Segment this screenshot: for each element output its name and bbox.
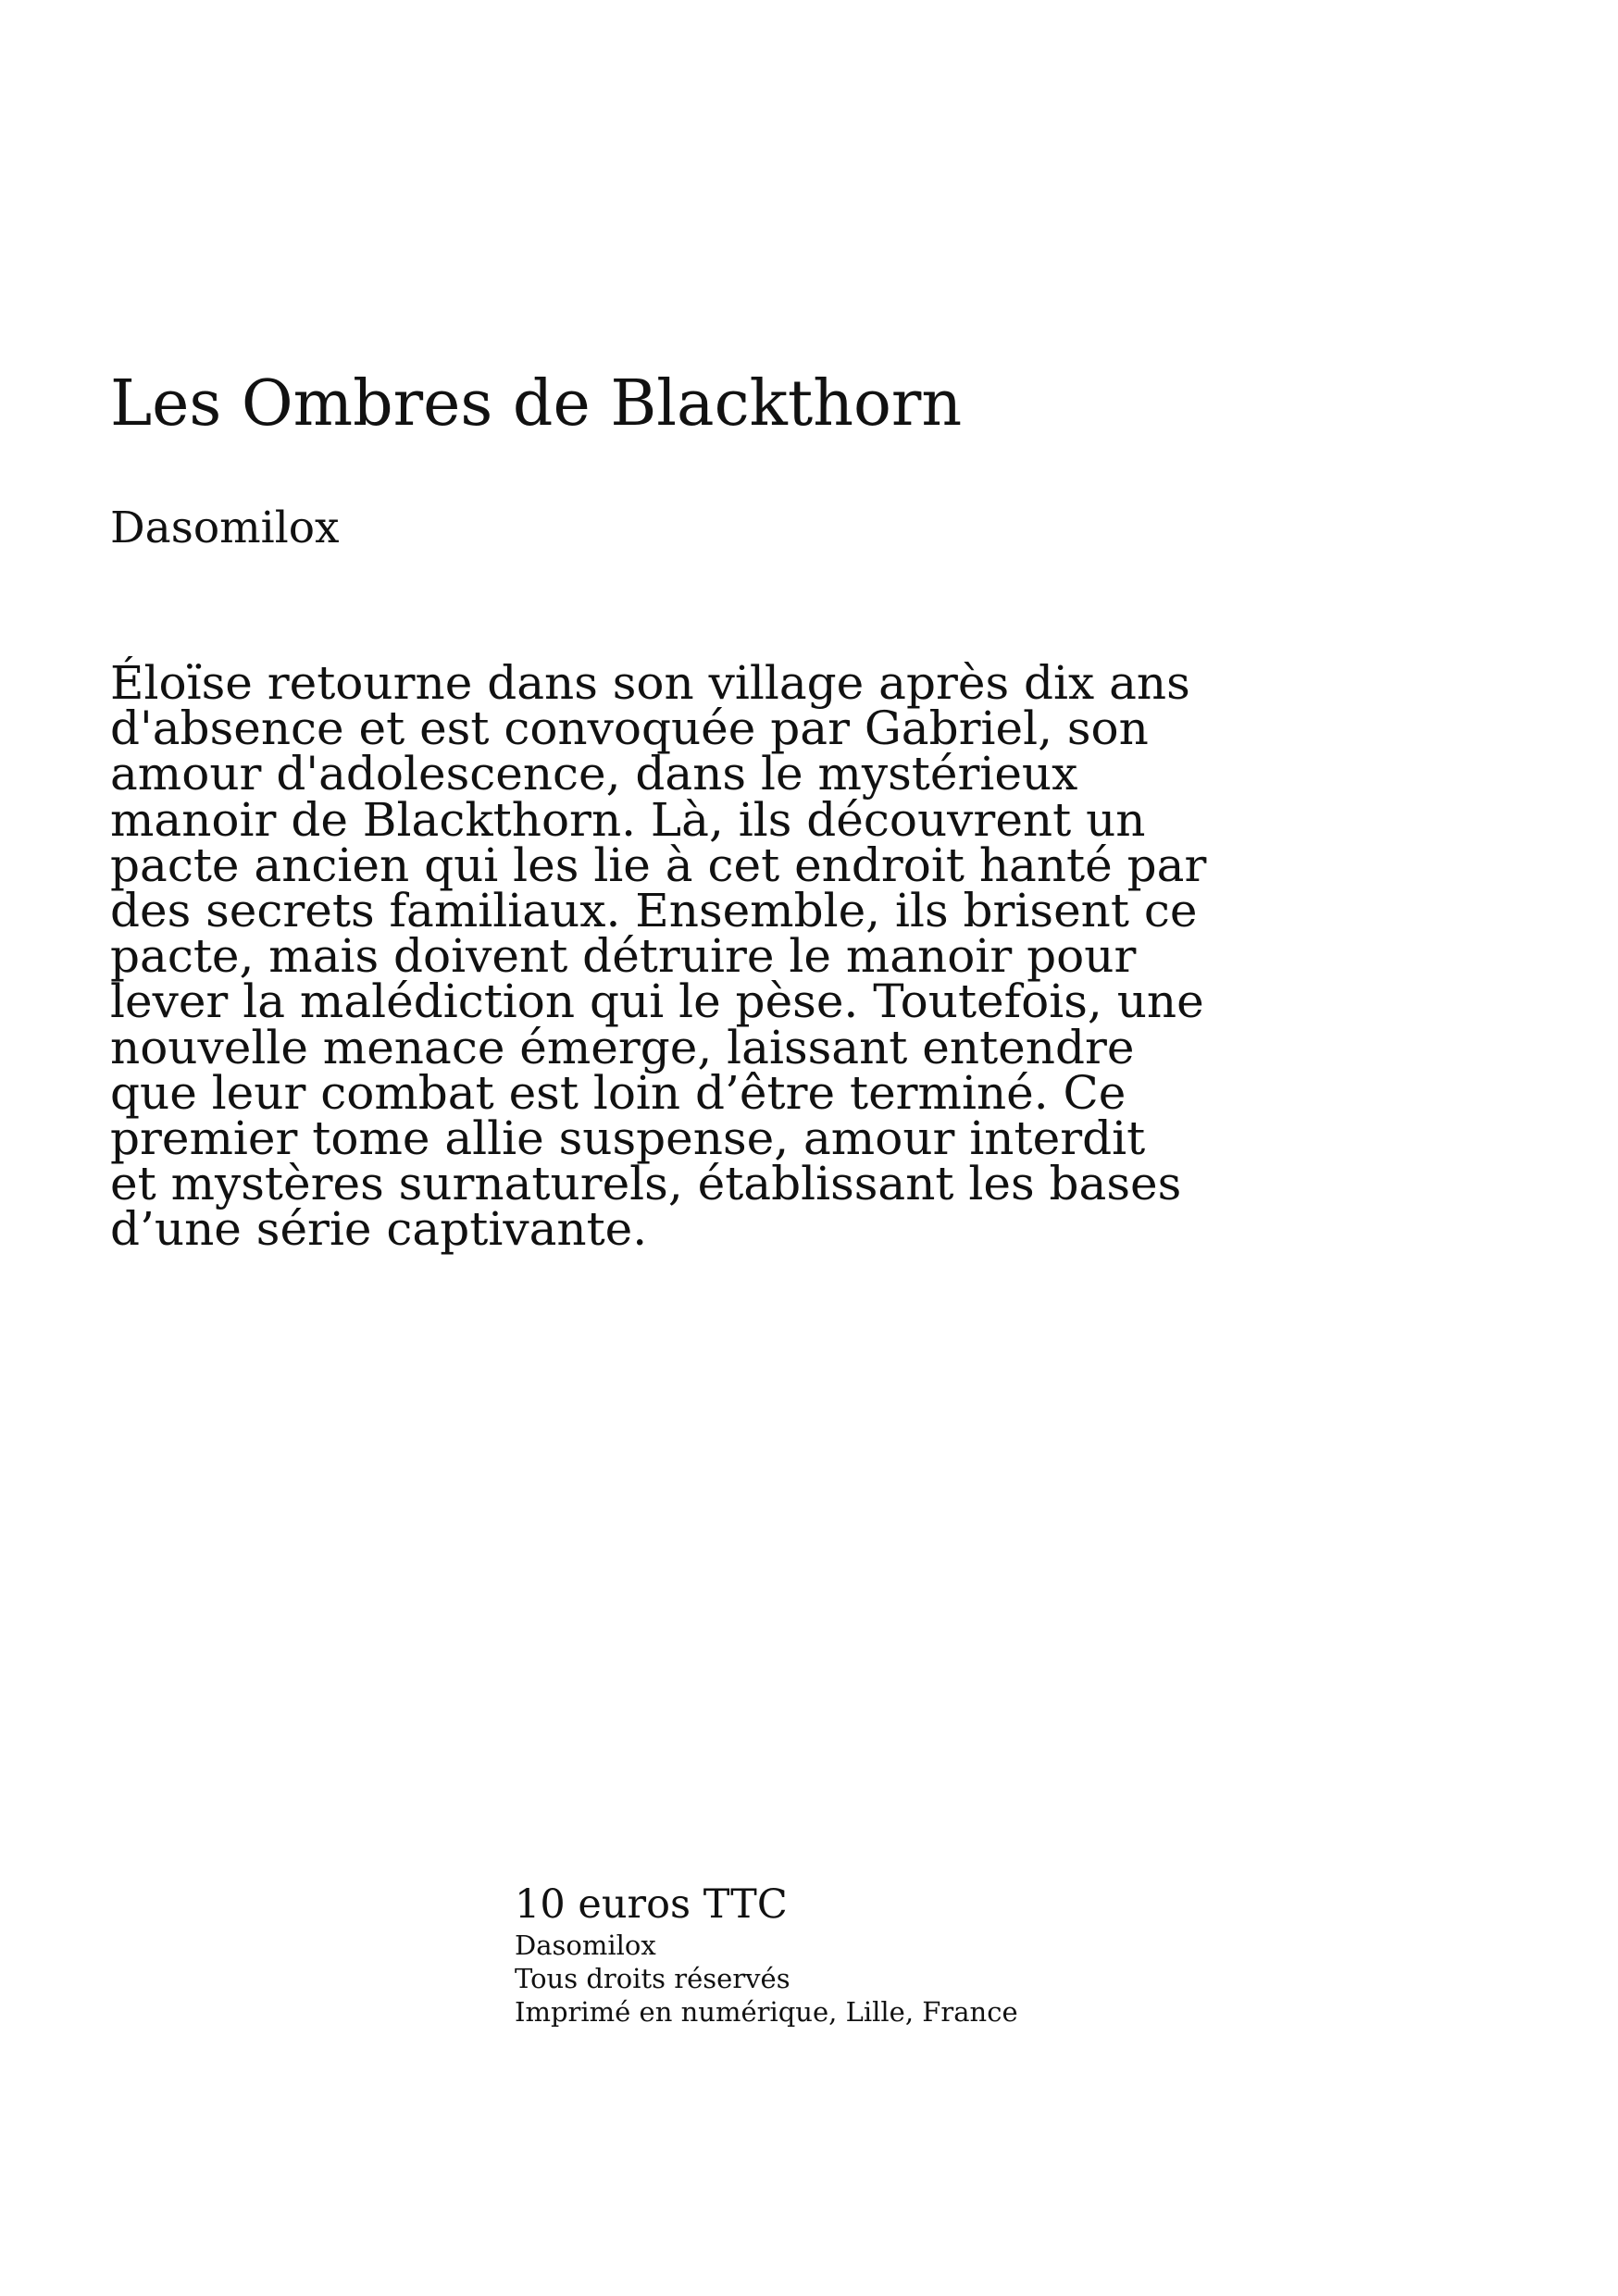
rights-notice: Tous droits réservés	[515, 1963, 790, 1994]
synopsis-line: pacte, mais doivent détruire le manoir pour	[110, 929, 1137, 984]
colophon	[515, 1880, 1018, 2029]
publisher-name: Dasomilox	[515, 1930, 656, 1961]
synopsis-line: lever la malédiction qui le pèse. Toutefois, une	[110, 974, 1204, 1029]
synopsis	[110, 656, 1286, 1257]
synopsis-line: d’une série captivante.	[110, 1202, 648, 1257]
synopsis-line: Éloïse retourne dans son village après dix ans	[110, 656, 1190, 710]
synopsis-line: pacte ancien qui les lie à cet endroit hanté par	[110, 838, 1207, 892]
printing-notice: Imprimé en numérique, Lille, France	[515, 1996, 1018, 2028]
synopsis-line: premier tome allie suspense, amour interdit	[110, 1111, 1146, 1166]
synopsis-line: des secrets familiaux. Ensemble, ils brisent ce	[110, 884, 1198, 938]
synopsis-line: et mystères surnaturels, établissant les bases	[110, 1157, 1182, 1211]
synopsis-line: amour d'adolescence, dans le mystérieux	[110, 747, 1078, 801]
synopsis-line: nouvelle menace émerge, laissant entendre	[110, 1020, 1135, 1074]
synopsis-line: que leur combat est loin d’être terminé. Ce	[110, 1065, 1126, 1120]
price: 10 euros TTC	[515, 1881, 788, 1928]
synopsis-line: d'absence et est convoquée par Gabriel, son	[110, 701, 1149, 756]
synopsis-line: manoir de Blackthorn. Là, ils découvrent un	[110, 792, 1146, 847]
book-author: Dasomilox	[110, 503, 340, 553]
book-title: Les Ombres de Blackthorn	[110, 367, 963, 441]
